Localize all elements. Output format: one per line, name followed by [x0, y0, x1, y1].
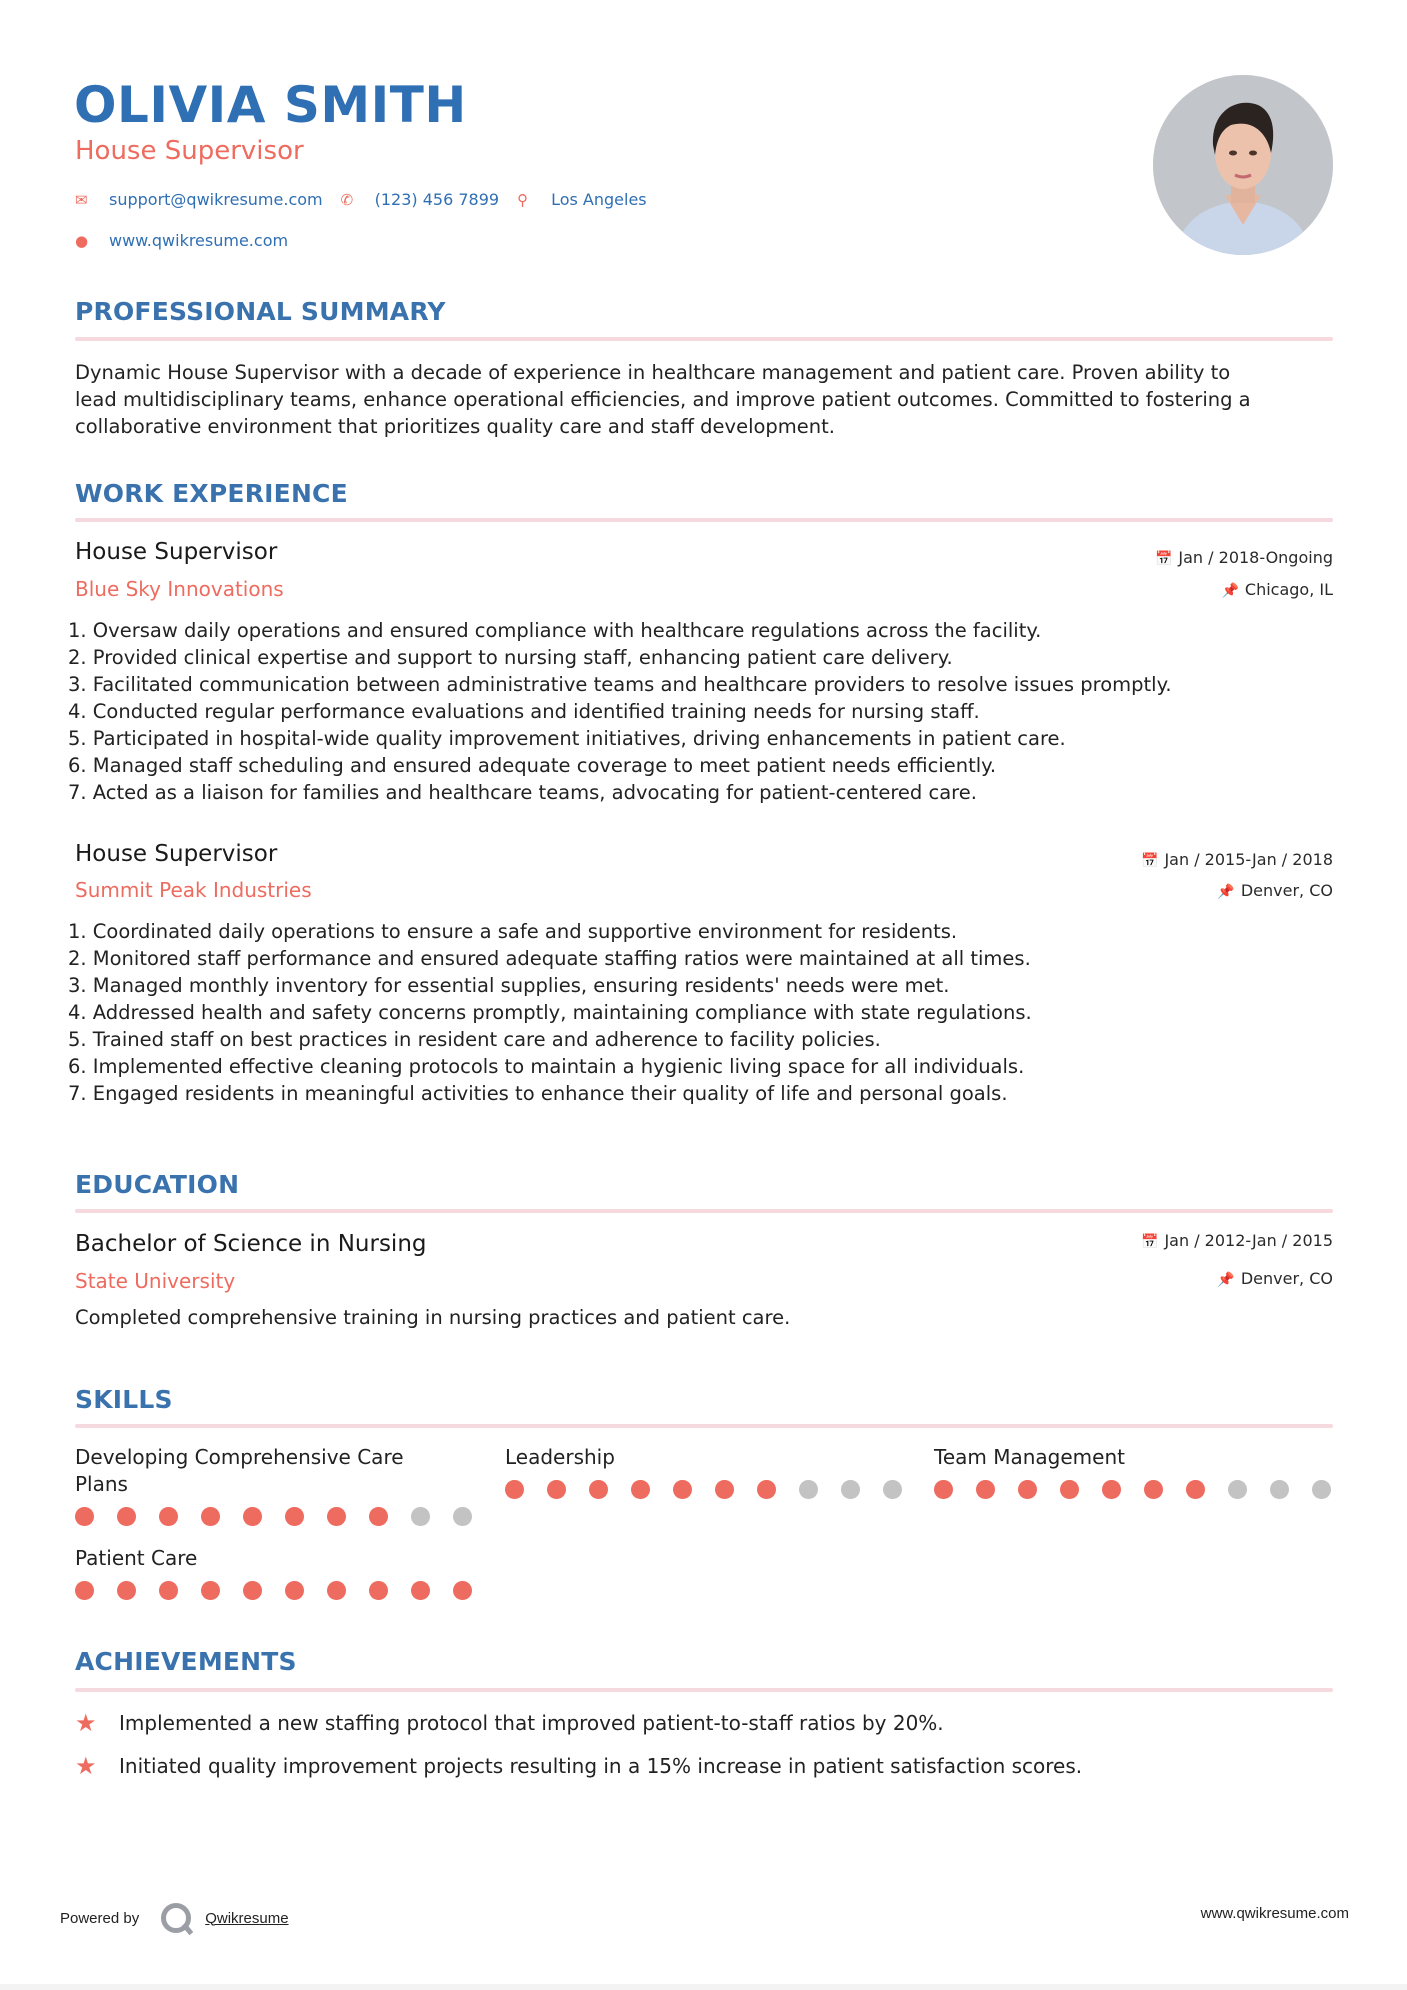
rating-dot-filled [159, 1581, 178, 1600]
skill-item [75, 1545, 495, 1600]
job-location [1221, 579, 1333, 602]
job-role: House Supervisor [75, 841, 278, 867]
rating-dot-filled [1186, 1480, 1205, 1499]
rating-dot-filled [327, 1581, 346, 1600]
star-badge-icon: ★ [75, 1709, 97, 1737]
job-dates [1141, 849, 1333, 872]
qwikresume-logo-icon [161, 1903, 191, 1933]
rating-dot-filled [327, 1507, 346, 1526]
list-item: 3. Facilitated communication between administrative teams and healthcare providers to resolve issues promptly. [68, 673, 1172, 696]
education-dates [1141, 1230, 1333, 1253]
list-item: 5. Participated in hospital-wide quality improvement initiatives, driving enhancements in patient care. [68, 727, 1066, 750]
contact-website[interactable] [75, 230, 288, 252]
rating-dot-filled [201, 1581, 220, 1600]
powered-by-label: Powered by [60, 1909, 140, 1927]
list-item: 4. Addressed health and safety concerns promptly, maintaining compliance with state regulations. [68, 1001, 1032, 1024]
achievement-item [75, 1752, 1082, 1780]
skill-label: Patient Care [75, 1546, 198, 1570]
summary-line: lead multidisciplinary teams, enhance operational efficiencies, and improve patient outcomes. Committed to fostering a [75, 388, 1251, 411]
rating-dot-filled [547, 1480, 566, 1499]
rating-dot-filled [285, 1507, 304, 1526]
list-item: 6. Implemented effective cleaning protocols to maintain a hygienic living space for all individuals. [68, 1055, 1025, 1078]
skill-label: Leadership [505, 1445, 615, 1469]
star-badge-icon: ★ [75, 1752, 97, 1780]
summary-line: Dynamic House Supervisor with a decade of experience in healthcare management and patient care. Proven ability to [75, 361, 1231, 384]
education-location [1217, 1268, 1333, 1291]
contact-email[interactable] [75, 189, 323, 211]
section-divider [75, 1424, 1333, 1428]
education-dates-text: Jan / 2012-Jan / 2015 [1164, 1231, 1333, 1250]
contact-row [75, 189, 665, 211]
email-text: support@qwikresume.com [109, 190, 323, 209]
job-dates [1155, 547, 1333, 570]
rating-dot-filled [117, 1581, 136, 1600]
envelope-icon: ✉ [75, 191, 88, 209]
list-item: 2. Provided clinical expertise and support to nursing staff, enhancing patient care delivery. [68, 646, 953, 669]
skill-item [75, 1444, 495, 1526]
education-description: Completed comprehensive training in nursing practices and patient care. [75, 1306, 791, 1329]
achievement-text: Initiated quality improvement projects resulting in a 15% increase in patient satisfaction scores. [119, 1754, 1083, 1778]
list-item: 5. Trained staff on best practices in resident care and adherence to facility policies. [68, 1028, 881, 1051]
section-title-skills: SKILLS [75, 1385, 173, 1414]
section-divider [75, 518, 1333, 522]
list-item: 1. Oversaw daily operations and ensured compliance with healthcare regulations across the facility. [68, 619, 1042, 642]
phone-text: (123) 456 7899 [374, 190, 500, 209]
list-item: 7. Acted as a liaison for families and healthcare teams, advocating for patient-centered care. [68, 781, 977, 804]
footer-website[interactable]: www.qwikresume.com [1200, 1905, 1349, 1922]
list-item: 1. Coordinated daily operations to ensure a safe and supportive environment for residents. [68, 920, 958, 943]
rating-dot-empty [841, 1480, 860, 1499]
rating-dot-filled [589, 1480, 608, 1499]
rating-dot-filled [1018, 1480, 1037, 1499]
rating-dot-filled [673, 1480, 692, 1499]
skill-label [75, 1444, 495, 1498]
rating-dot-filled [369, 1581, 388, 1600]
section-divider [75, 1209, 1333, 1213]
calendar-icon: 📅 [1154, 551, 1173, 567]
rating-dot-empty [1228, 1480, 1247, 1499]
rating-dot-filled [285, 1581, 304, 1600]
summary-text [75, 359, 1335, 440]
rating-dot-filled [757, 1480, 776, 1499]
skill-label: Team Management [934, 1445, 1125, 1469]
pushpin-icon: 📌 [1217, 884, 1235, 900]
pushpin-icon: 📌 [1221, 583, 1239, 599]
list-item: 2. Monitored staff performance and ensured adequate staffing ratios were maintained at all times. [68, 947, 1031, 970]
rating-dot-empty [411, 1507, 430, 1526]
achievement-item [75, 1709, 944, 1737]
education-school: State University [75, 1269, 236, 1293]
rating-dot-filled [453, 1581, 472, 1600]
pushpin-icon: 📌 [1217, 1272, 1235, 1288]
rating-dot-filled [1144, 1480, 1163, 1499]
rating-dot-empty [453, 1507, 472, 1526]
skill-rating [934, 1480, 1354, 1499]
section-divider [75, 1688, 1333, 1692]
rating-dot-filled [1102, 1480, 1121, 1499]
job-location-text: Denver, CO [1240, 881, 1333, 900]
job-dates-text: Jan / 2018-Ongoing [1178, 548, 1333, 567]
rating-dot-filled [75, 1507, 94, 1526]
job-company: Blue Sky Innovations [75, 577, 284, 601]
candidate-name: OLIVIA SMITH [74, 76, 467, 134]
calendar-icon: 📅 [1141, 853, 1159, 869]
education-location-text: Denver, CO [1240, 1269, 1333, 1288]
rating-dot-filled [505, 1480, 524, 1499]
rating-dot-filled [75, 1581, 94, 1600]
rating-dot-filled [117, 1507, 136, 1526]
list-item: 3. Managed monthly inventory for essential supplies, ensuring residents' needs were met. [68, 974, 950, 997]
skill-rating [505, 1480, 925, 1499]
location-text: Los Angeles [551, 190, 647, 209]
rating-dot-filled [243, 1581, 262, 1600]
job-bullets [68, 617, 1338, 806]
job-dates-text: Jan / 2015-Jan / 2018 [1164, 850, 1333, 869]
section-title-experience: WORK EXPERIENCE [75, 479, 348, 508]
rating-dot-filled [715, 1480, 734, 1499]
skill-label-line: Plans [75, 1472, 128, 1496]
rating-dot-filled [976, 1480, 995, 1499]
skill-item [505, 1444, 925, 1499]
section-title-summary: PROFESSIONAL SUMMARY [75, 297, 446, 326]
calendar-icon: 📅 [1141, 1234, 1159, 1250]
skill-rating [75, 1507, 495, 1526]
section-title-education: EDUCATION [75, 1170, 240, 1199]
job-location [1217, 880, 1333, 903]
list-item: 4. Conducted regular performance evaluations and identified training needs for nursing staff. [68, 700, 980, 723]
avatar [1153, 75, 1333, 255]
rating-dot-filled [201, 1507, 220, 1526]
skill-rating [75, 1581, 495, 1600]
contact-phone[interactable] [341, 189, 499, 211]
list-item: 7. Engaged residents in meaningful activities to enhance their quality of life and personal goals. [68, 1082, 1008, 1105]
rating-dot-filled [243, 1507, 262, 1526]
rating-dot-filled [159, 1507, 178, 1526]
rating-dot-filled [1060, 1480, 1079, 1499]
rating-dot-empty [1312, 1480, 1331, 1499]
achievement-text: Implemented a new staffing protocol that improved patient-to-staff ratios by 20%. [119, 1711, 944, 1735]
list-item: 6. Managed staff scheduling and ensured adequate coverage to meet patient needs efficiently. [68, 754, 997, 777]
skill-item [934, 1444, 1354, 1499]
summary-line: collaborative environment that prioritizes quality care and staff development. [75, 415, 835, 438]
candidate-title: House Supervisor [75, 136, 304, 166]
rating-dot-empty [799, 1480, 818, 1499]
phone-icon: ✆ [340, 191, 354, 209]
footer-powered-by [60, 1903, 289, 1933]
rating-dot-filled [369, 1507, 388, 1526]
rating-dot-filled [934, 1480, 953, 1499]
education-degree: Bachelor of Science in Nursing [75, 1231, 427, 1257]
section-title-achievements: ACHIEVEMENTS [75, 1647, 297, 1676]
map-pin-icon: ⚲ [517, 191, 529, 209]
job-company: Summit Peak Industries [75, 878, 312, 902]
contact-location [517, 189, 647, 211]
section-divider [75, 337, 1333, 341]
job-location-text: Chicago, IL [1244, 580, 1333, 599]
qwikresume-link[interactable]: Qwikresume [205, 1909, 289, 1927]
website-text: www.qwikresume.com [109, 231, 289, 250]
rating-dot-filled [411, 1581, 430, 1600]
skill-label-line: Developing Comprehensive Care [75, 1445, 404, 1469]
job-bullets [68, 918, 1338, 1107]
globe-icon: ● [75, 232, 89, 250]
rating-dot-empty [883, 1480, 902, 1499]
rating-dot-empty [1270, 1480, 1289, 1499]
avatar-illustration [1153, 75, 1333, 255]
rating-dot-filled [631, 1480, 650, 1499]
job-role: House Supervisor [75, 539, 278, 565]
page-bottom-edge [0, 1984, 1407, 1990]
